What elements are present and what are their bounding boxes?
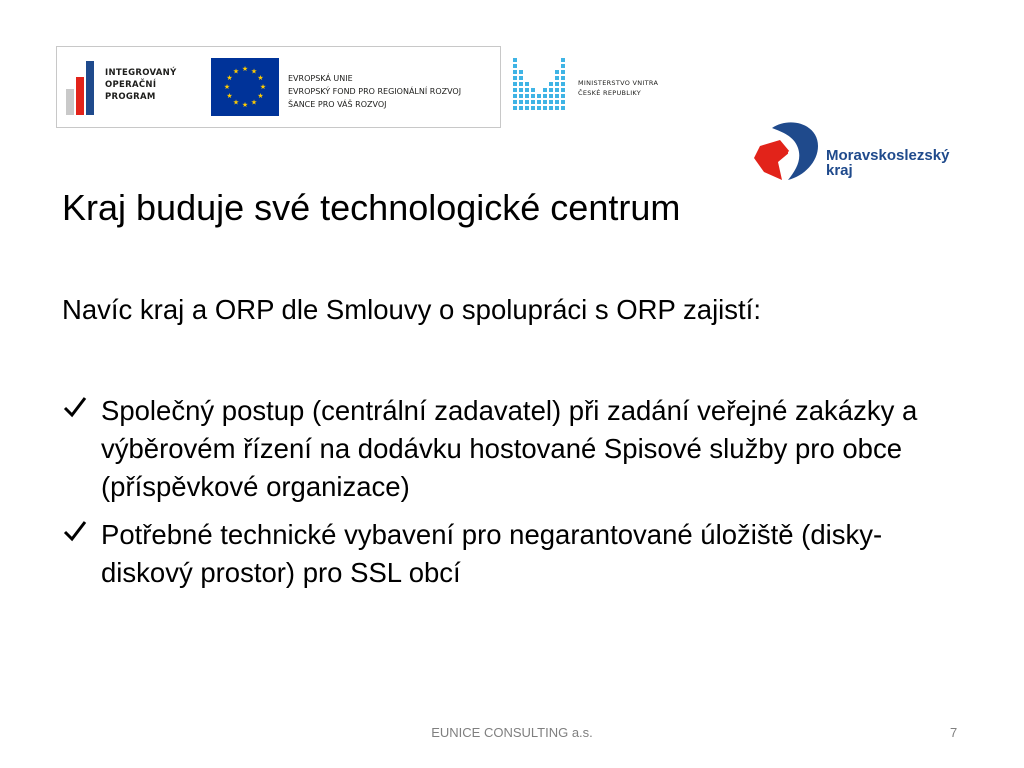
region-line: kraj [826,162,853,179]
svg-text:★: ★ [250,67,258,76]
bullet-text: Společný postup (centrální zadavatel) při zadání veřejné zakázky a výběrovém řízení na dodávku hostované Spisové služby pro obce (příspěvkové organizace) [101,395,918,502]
region-text [826,148,949,178]
svg-text:★: ★ [226,74,233,82]
svg-text:★: ★ [250,98,258,107]
bullet-text: Potřebné technické vybavení pro negarantované úložiště (disky-diskový prostor) pro SSL obcí [101,519,883,588]
iop-logo [65,59,205,117]
iop-text [105,67,177,103]
eu-text [288,72,461,111]
footer-company: EUNICE CONSULTING a.s. [431,725,593,740]
list-item [62,516,942,592]
eu-line: ŠANCE PRO VÁŠ ROZVOJ [288,100,387,109]
eu-flag-icon [211,58,279,116]
region-emblem-icon [750,118,822,188]
ministry-line: MINISTERSTVO VNITRA [578,79,659,87]
svg-text:★: ★ [257,74,264,82]
region-logo [750,118,965,188]
svg-text:★: ★ [232,98,240,107]
check-icon [62,394,88,420]
ministry-line: ČESKÉ REPUBLIKY [578,89,642,97]
ministry-logo [512,56,677,116]
slide-intro: Navíc kraj a ORP dle Smlouvy o spolupráci s ORP zajistí: [62,294,761,325]
ministry-dots-icon [512,56,570,114]
svg-text:★: ★ [257,92,264,100]
iop-line: PROGRAM [105,92,156,102]
svg-text:★: ★ [259,83,267,91]
check-icon [62,518,88,544]
iop-line: INTEGROVANÝ [105,68,177,78]
svg-text:★: ★ [232,67,240,76]
svg-text:★: ★ [241,101,249,109]
bullet-list [62,392,942,602]
eu-line: EVROPSKÝ FOND PRO REGIONÁLNÍ ROZVOJ [288,87,462,96]
svg-text:★: ★ [241,65,249,73]
region-line: Moravskoslezský [826,147,950,164]
partner-logos-box [56,46,501,128]
svg-text:★: ★ [226,92,233,100]
svg-text:★: ★ [223,83,231,91]
list-item [62,392,942,506]
iop-bars-icon [65,59,99,115]
ministry-text [578,78,658,98]
iop-line: OPERAČNÍ [105,80,157,90]
eu-line: EVROPSKÁ UNIE [288,74,353,83]
slide-title: Kraj buduje své technologické centrum [62,187,681,228]
page-number: 7 [950,725,958,740]
